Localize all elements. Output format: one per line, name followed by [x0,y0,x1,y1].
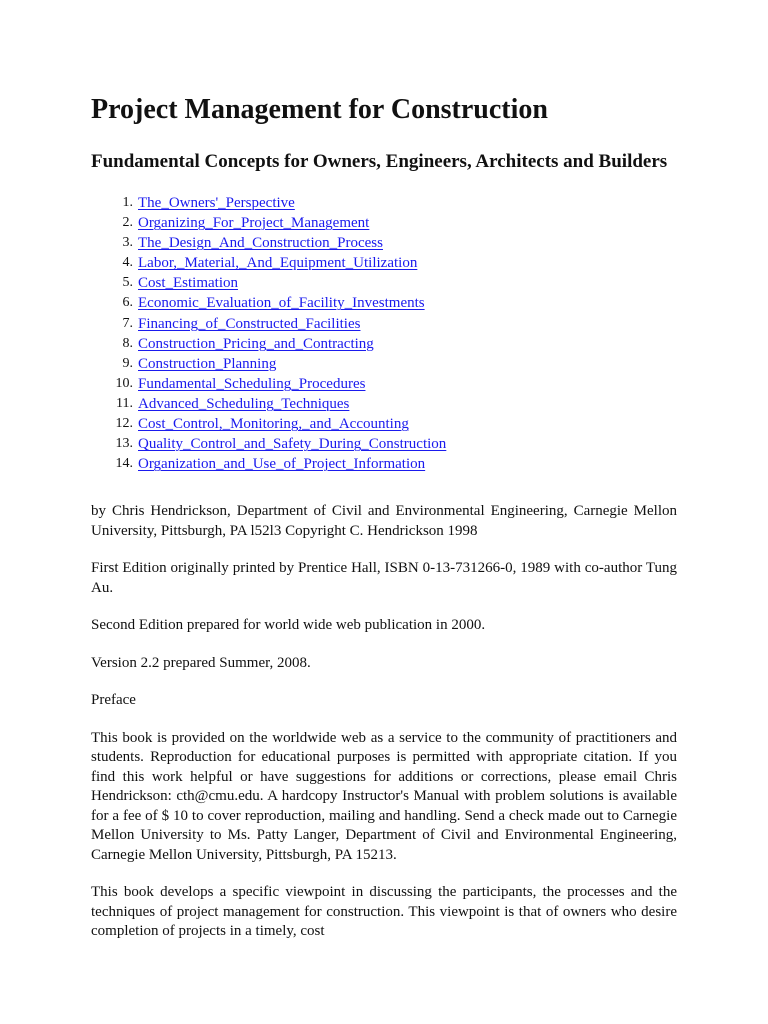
toc-item [122,193,677,213]
toc-link[interactable]: Advanced_Scheduling_Techniques [138,395,350,412]
toc-number: 14. [115,456,133,472]
author-byline: by Chris Hendrickson, Department of Civil and Environmental Engineering, Carnegie Mellon University, Pittsburgh, PA l52l3 Copyright C. Hendrickson 1998 [91,503,677,539]
toc-item [115,434,677,454]
document-content [91,92,677,942]
toc-number: 8. [122,335,133,351]
toc-item [122,213,677,233]
second-edition-note: Second Edition prepared for world wide web publication in 2000. [91,617,486,634]
toc-link[interactable]: Quality_Control_and_Safety_During_Construction [138,436,447,453]
toc-link[interactable]: Labor,_Material,_And_Equipment_Utilization [138,255,418,272]
toc-link[interactable]: Fundamental_Scheduling_Procedures [138,375,366,392]
toc-item [122,293,677,313]
toc-number: 11. [116,395,133,411]
toc-number: 9. [122,355,133,371]
toc-number: 2. [122,215,133,231]
first-edition-note: First Edition originally printed by Prentice Hall, ISBN 0-13-731266-0, 1989 with co-author Tung Au. [91,560,677,596]
toc-link[interactable]: Organizing_For_Project_Management [138,215,370,232]
toc-item [122,233,677,253]
page-title: Project Management for Construction [91,94,548,125]
toc-number: 7. [122,315,133,331]
toc-number: 6. [122,295,133,311]
toc-item [115,374,677,394]
toc-number: 1. [122,195,133,210]
preface-heading: Preface [91,692,136,709]
toc-item [122,334,677,354]
toc-number: 4. [122,255,133,271]
toc-item [115,414,677,434]
toc-link[interactable]: The_Design_And_Construction_Process [138,235,383,252]
toc-link[interactable]: Construction_Pricing_and_Contracting [138,335,374,352]
toc-link[interactable]: Financing_of_Constructed_Facilities [138,315,361,332]
toc-number: 5. [122,275,133,291]
preface-paragraph-2: This book develops a specific viewpoint in discussing the participants, the processes and the techniques of project management for construction. This viewpoint is that of owners who desire completion of projects in a timely, cost [91,884,677,940]
toc-link[interactable]: Organization_and_Use_of_Project_Information [138,456,426,473]
toc-item [122,253,677,273]
toc-number: 3. [122,235,133,251]
toc-link[interactable]: Economic_Evaluation_of_Facility_Investments [138,295,425,312]
version-note: Version 2.2 prepared Summer, 2008. [91,654,311,671]
toc-number: 12. [115,416,133,432]
toc-link[interactable]: Cost_Control,_Monitoring,_and_Accounting [138,416,409,433]
toc-number: 10. [115,375,133,391]
toc-link[interactable]: The_Owners'_Perspective [138,195,295,211]
toc-item [122,314,677,334]
toc-item [122,273,677,293]
toc-link[interactable]: Construction_Planning [138,355,277,372]
toc-number: 13. [115,436,133,452]
toc-link[interactable]: Cost_Estimation [138,275,239,292]
table-of-contents [91,193,677,474]
toc-item [122,354,677,374]
preface-paragraph-1: This book is provided on the worldwide web as a service to the community of practitioners and students. Reproduction for educational purposes is permitted with appropriate citation. If you find this work helpful or have suggestions for additions or corrections, please email Chris Hendrickson: cth@cmu.edu. A hardcopy Instructor's Manual with problem solutions is available for a fee of $ 10 to cover reproduction, mailing and handling. Send a check made out to Carnegie Mellon University to Ms. Patty Langer, Department of Civil and Environmental Engineering, Carnegie Mellon University, Pittsburgh, PA 15213. [91,729,677,863]
toc-item [116,394,677,414]
toc-item [115,454,677,474]
page-subtitle: Fundamental Concepts for Owners, Engineers, Architects and Builders [91,151,668,172]
